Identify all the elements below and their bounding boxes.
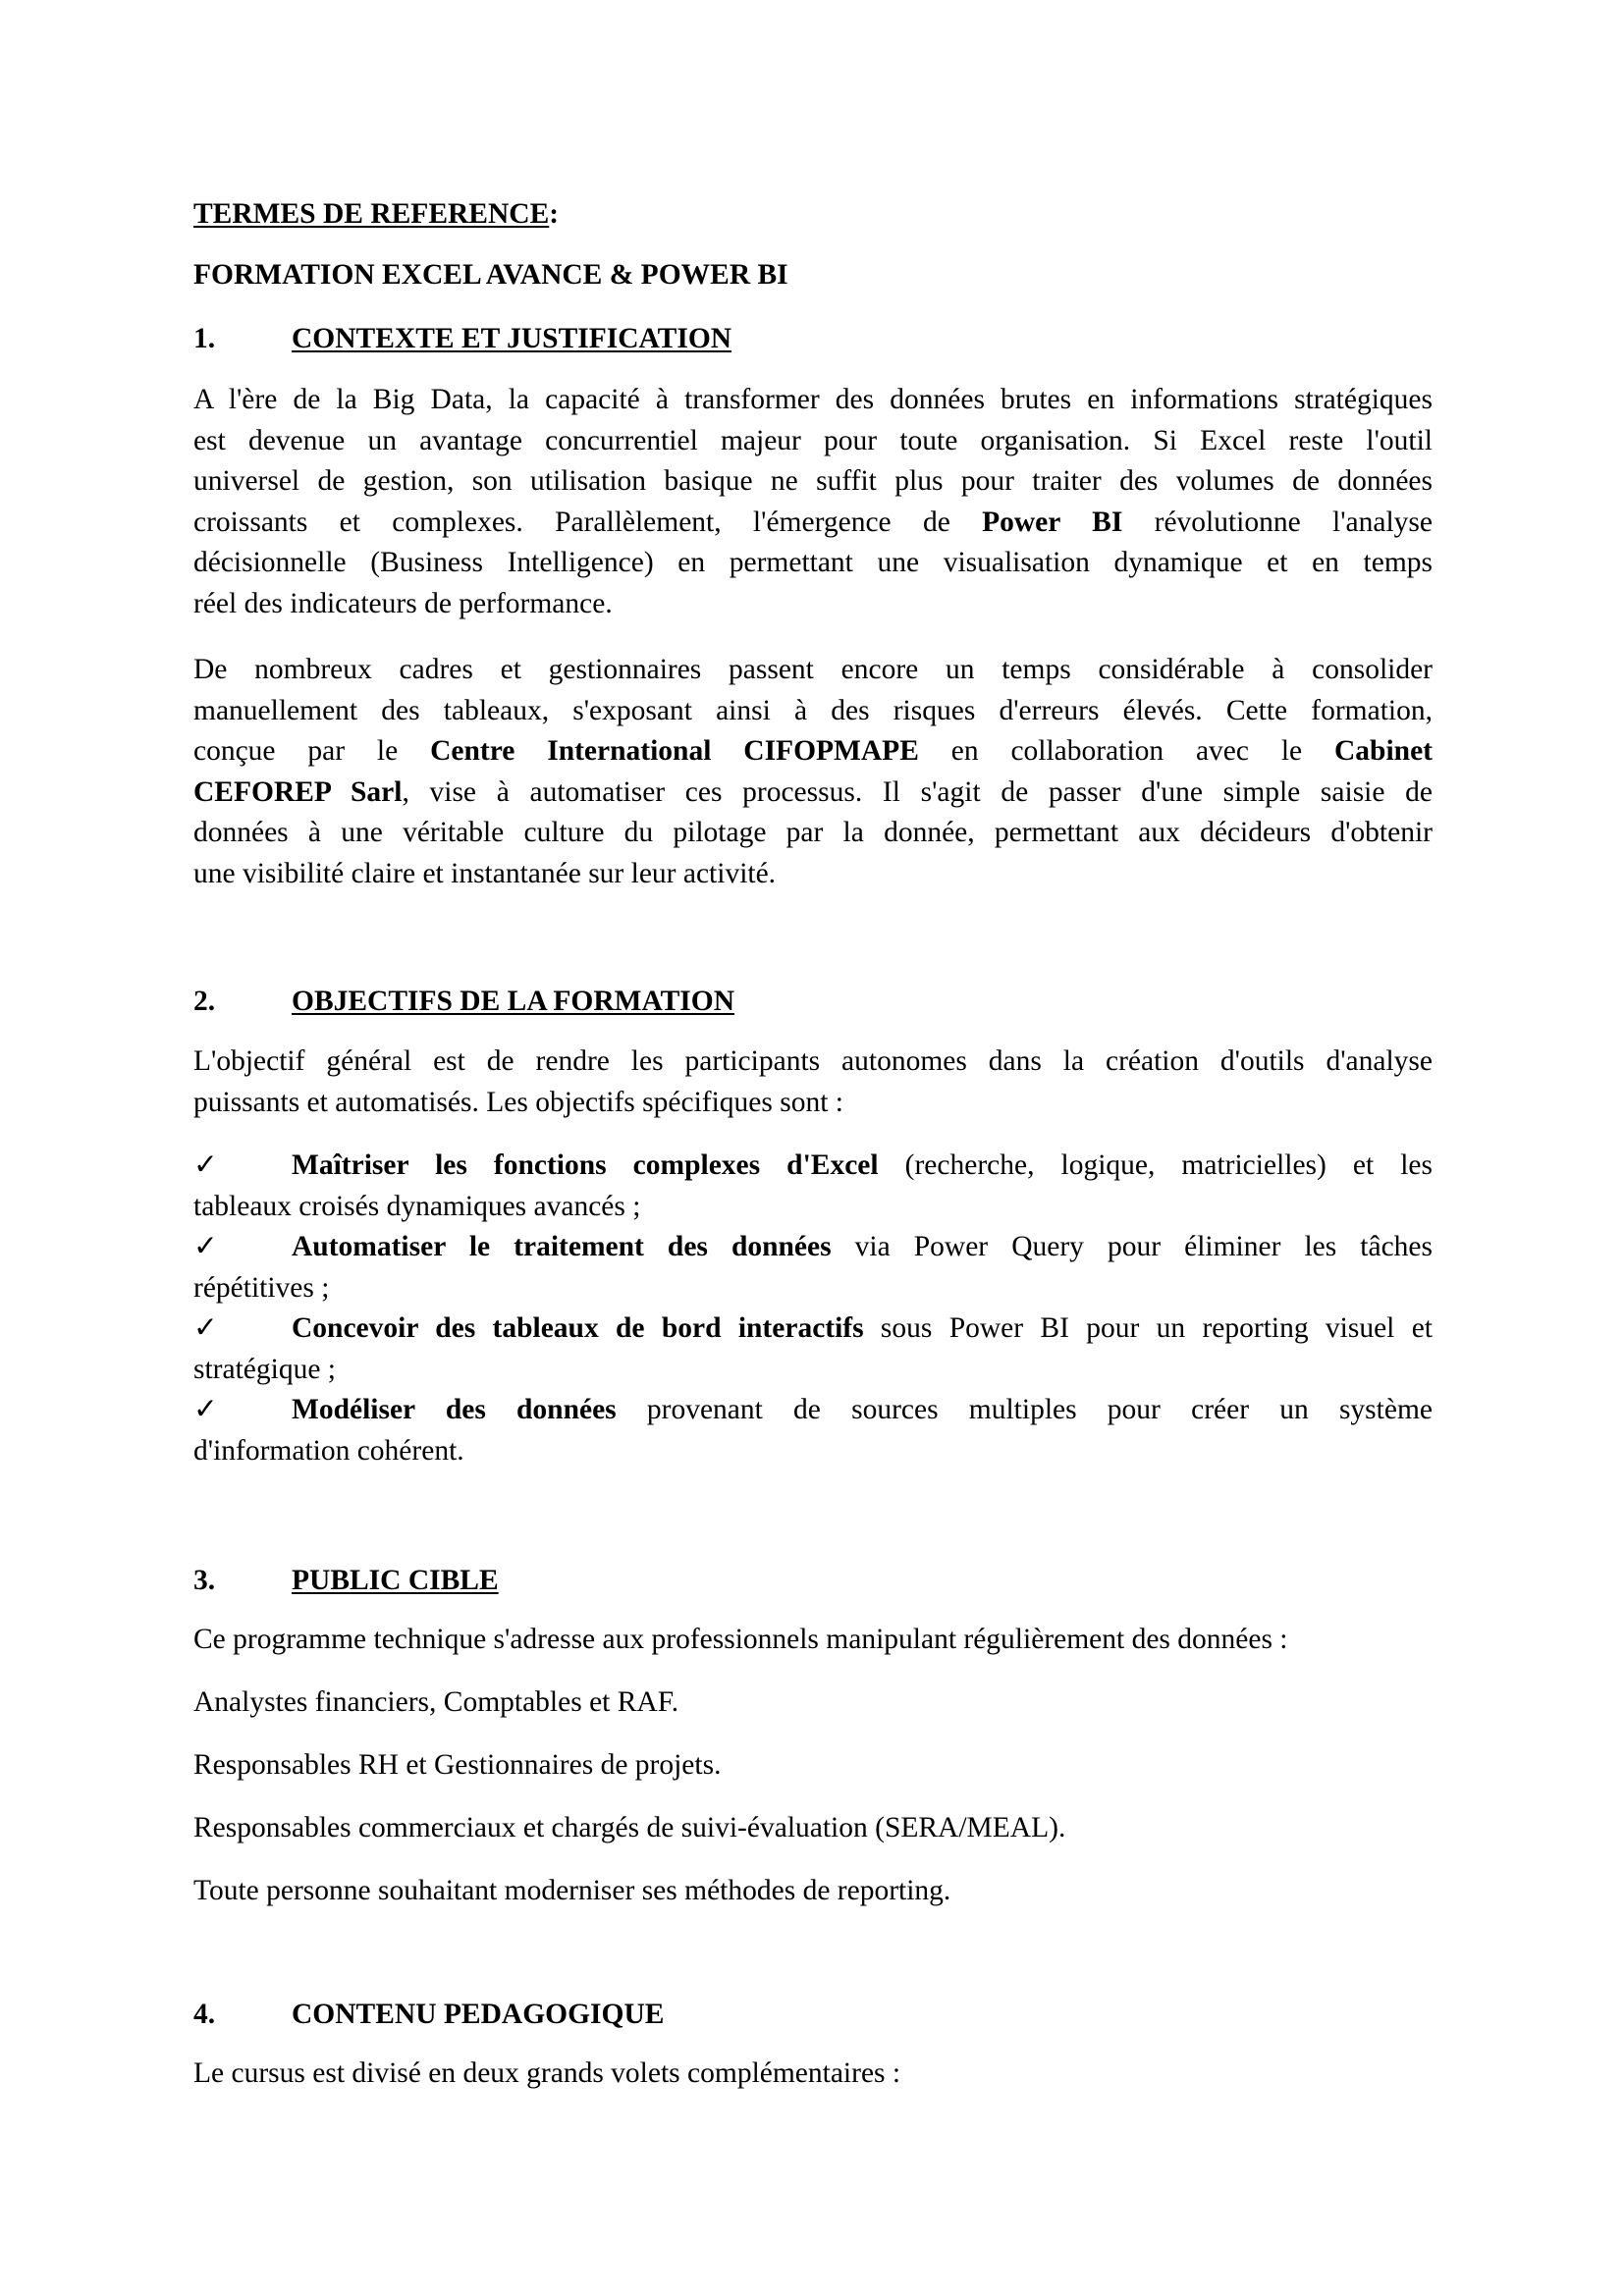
section-heading-2 (193, 984, 734, 1019)
text-line: données à une véritable culture du pilotage par la donnée, permettant aux décideurs d'obtenir (193, 817, 1433, 849)
section-title: PUBLIC CIBLE (292, 1565, 499, 1596)
bold-cabinet: Cabinet (1334, 735, 1433, 768)
objective-continuation: d'information cohérent. (193, 1434, 464, 1467)
objective-item-1 (193, 1146, 1433, 1227)
text-line (193, 731, 1433, 773)
objective-text: (recherche, logique, matricielles) et les (878, 1149, 1433, 1181)
text-run: révolutionne l'analyse (1122, 506, 1433, 538)
audience-intro: Ce programme technique s'adresse aux professionnels manipulant régulièrement des données : (193, 1624, 1288, 1655)
document-title (193, 196, 559, 232)
text-line: universel de gestion, son utilisation basique ne suffit plus pour traiter des volumes de données (193, 465, 1433, 498)
bold-power-bi: Power BI (982, 506, 1123, 538)
text-line: est devenue un avantage concurrentiel majeur pour toute organisation. Si Excel reste l'outil (193, 424, 1433, 456)
text-line (193, 773, 1433, 814)
section-title: CONTENU PEDAGOGIQUE (292, 1999, 665, 2030)
section-heading-4 (193, 1997, 664, 2032)
document-subtitle: FORMATION EXCEL AVANCE & POWER BI (193, 259, 788, 291)
section-title: OBJECTIFS DE LA FORMATION (292, 986, 735, 1017)
audience-item: Responsables RH et Gestionnaires de projets. (193, 1749, 722, 1781)
audience-item: Toute personne souhaitant moderniser ses méthodes de reporting. (193, 1875, 951, 1906)
text-line: décisionnelle (Business Intelligence) en permettant une visualisation dynamique et en temps (193, 547, 1433, 579)
section-number: 1. (193, 323, 216, 354)
section-number: 2. (193, 986, 216, 1017)
text-run: croissants et complexes. Parallèlement, l'émergence de (193, 506, 983, 538)
objective-continuation: répétitives ; (193, 1271, 330, 1304)
objective-bold: Concevoir des tableaux de bord interactifs (292, 1312, 864, 1344)
checkmark-icon: ✓ (193, 1231, 218, 1262)
text-line: une visibilité claire et instantanée sur leur activité. (193, 857, 777, 889)
text-run: en collaboration avec le (918, 735, 1334, 768)
text-run: conçue par le (193, 735, 431, 768)
objective-item-2 (193, 1227, 1433, 1308)
objective-bold: Maîtriser les fonctions complexes d'Excel (292, 1149, 879, 1181)
section-heading-3 (193, 1563, 499, 1598)
content-intro: Le cursus est divisé en deux grands volets complémentaires : (193, 2057, 901, 2089)
bold-ceforep: CEFOREP Sarl (193, 775, 403, 808)
text-line: De nombreux cadres et gestionnaires passent encore un temps considérable à consolider (193, 654, 1433, 685)
objective-bold: Automatiser le traitement des données (292, 1231, 832, 1262)
objective-item-3 (193, 1308, 1433, 1390)
objective-bold: Modéliser des données (292, 1394, 617, 1425)
checkmark-icon: ✓ (193, 1149, 218, 1181)
title-colon: : (549, 198, 560, 230)
text-line (193, 503, 1433, 544)
section-number: 3. (193, 1565, 216, 1596)
section-number: 4. (193, 1999, 216, 2030)
paragraph-objectives-intro (193, 1041, 1433, 1123)
section-heading-1 (193, 321, 731, 356)
text-run: , vise à automatiser ces processus. Il s'agit de passer d'une simple saisie de (402, 775, 1434, 808)
objective-text: sous Power BI pour un reporting visuel et (863, 1312, 1433, 1344)
text-line: manuellement des tableaux, s'exposant ainsi à des risques d'erreurs élevés. Cette formation, (193, 694, 1433, 726)
objective-text: provenant de sources multiples pour créer un système (616, 1394, 1433, 1425)
title-text: TERMES DE REFERENCE (193, 198, 550, 230)
objective-item-4 (193, 1390, 1433, 1471)
objective-continuation: stratégique ; (193, 1353, 336, 1385)
checkmark-icon: ✓ (193, 1312, 218, 1344)
section-title: CONTEXTE ET JUSTIFICATION (292, 323, 732, 354)
paragraph-context-2 (193, 650, 1433, 895)
objective-continuation: tableaux croisés dynamiques avancés ; (193, 1190, 641, 1222)
text-line: A l'ère de la Big Data, la capacité à transformer des données brutes en informations stratégiques (193, 384, 1433, 415)
audience-item: Responsables commerciaux et chargés de suivi-évaluation (SERA/MEAL). (193, 1812, 1066, 1843)
audience-item: Analystes financiers, Comptables et RAF. (193, 1686, 679, 1718)
objective-text: via Power Query pour éliminer les tâches (831, 1231, 1433, 1262)
paragraph-context-1 (193, 380, 1433, 625)
checkmark-icon: ✓ (193, 1394, 218, 1425)
bold-centre-cifopmape: Centre International CIFOPMAPE (430, 735, 919, 768)
text-line: puissants et automatisés. Les objectifs spécifiques sont : (193, 1086, 843, 1118)
text-line: réel des indicateurs de performance. (193, 587, 613, 619)
text-line: L'objectif général est de rendre les participants autonomes dans la création d'outils d'analyse (193, 1045, 1433, 1077)
